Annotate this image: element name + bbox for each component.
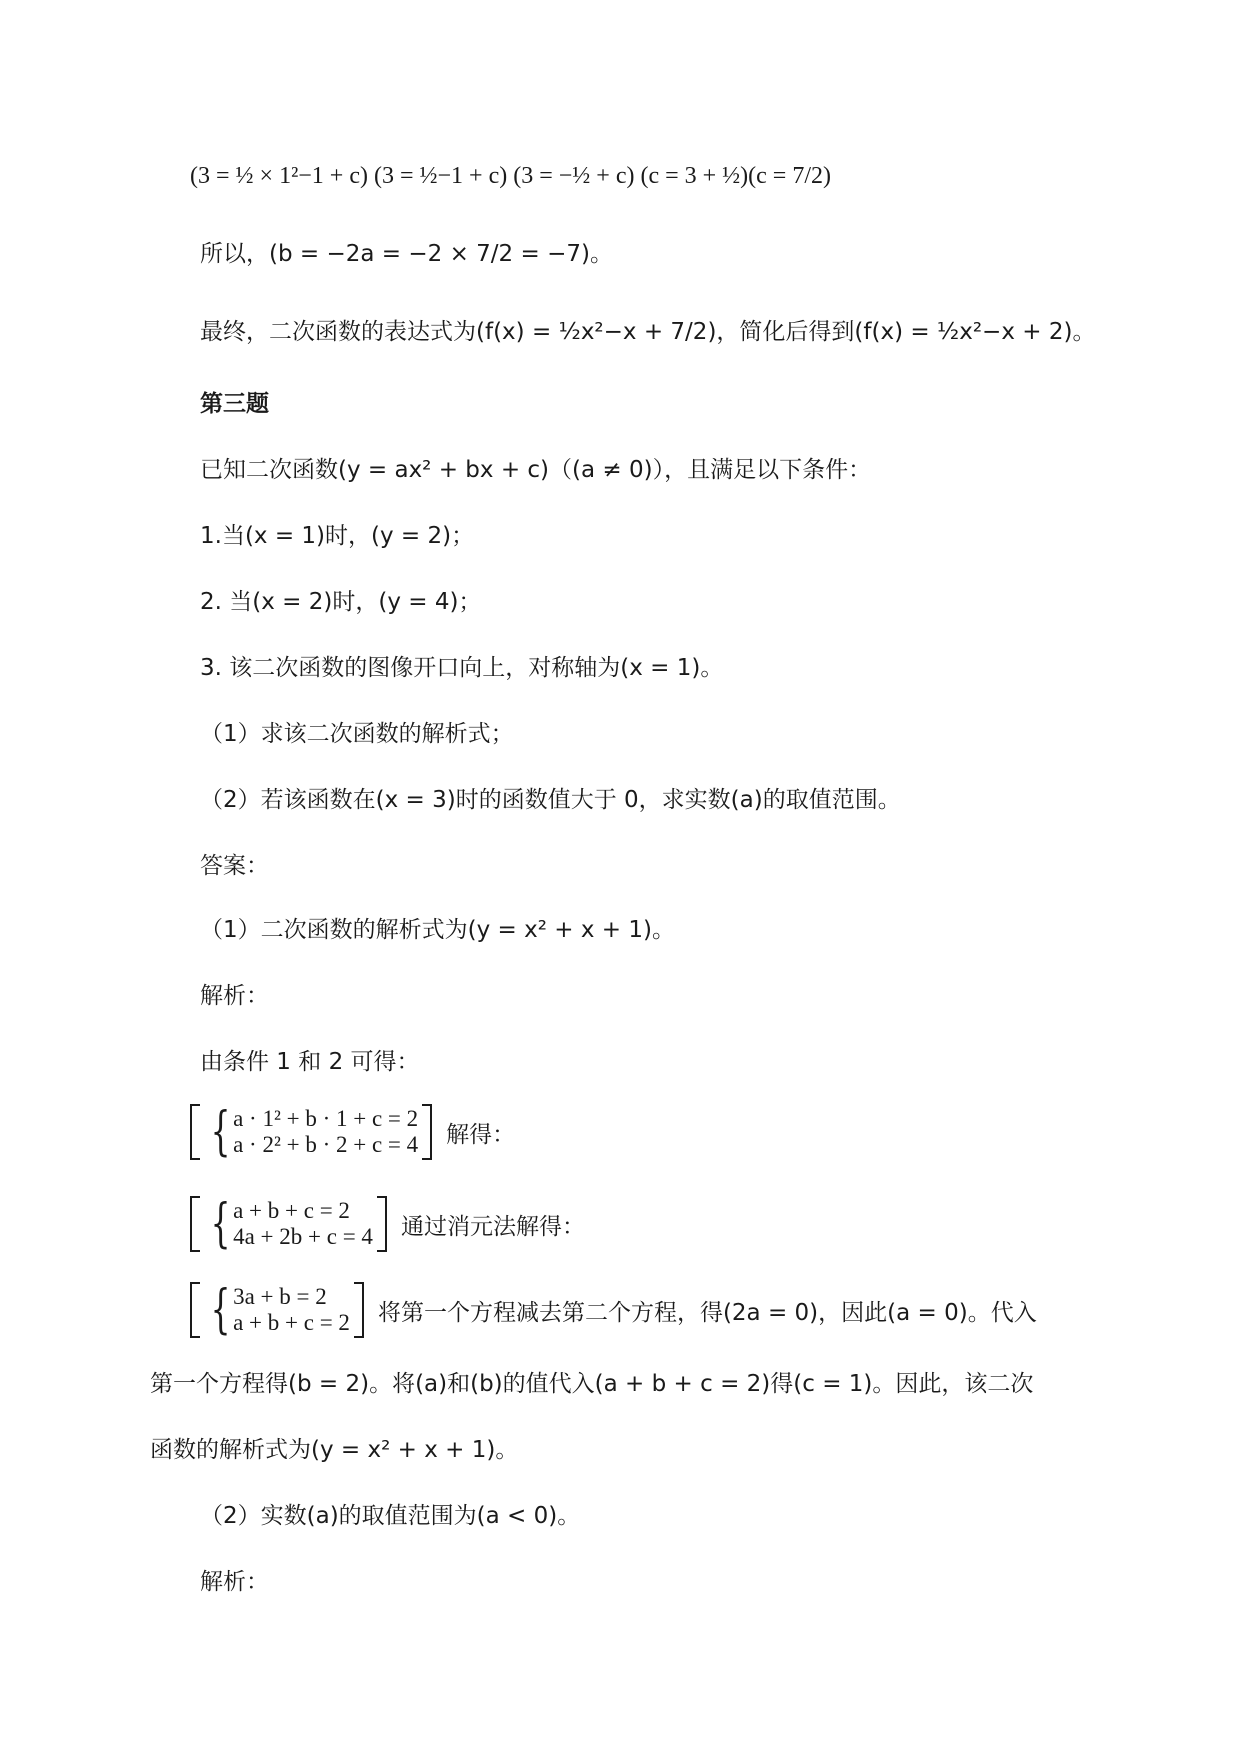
system-equations [233, 1284, 350, 1336]
system-equation-2: a · 2² + b · 2 + c = 4 [233, 1132, 419, 1157]
equation-system-2 [190, 1196, 585, 1252]
condition-3: 3. 该二次函数的图像开口向上，对称轴为(x = 1)。 [200, 655, 724, 681]
equation-system-1 [190, 1104, 515, 1160]
b-value-line: 所以，(b = −2a = −2 × 7/2 = −7)。 [200, 241, 613, 267]
system-caption: 将第一个方程减去第二个方程，得(2a = 0)，因此(a = 0)。代入 [377, 1299, 1037, 1326]
left-bracket [190, 1104, 200, 1160]
condition-1: 1.当(x = 1)时，(y = 2)； [200, 523, 475, 549]
answer-1: （1）二次函数的解析式为(y = x² + x + 1)。 [200, 917, 675, 943]
system-equations [233, 1198, 373, 1250]
from-conditions-line: 由条件 1 和 2 可得： [200, 1049, 420, 1075]
left-brace: { [210, 1280, 231, 1340]
system-equation-1: 3a + b = 2 [233, 1284, 327, 1309]
final-expression-line: 最终，二次函数的表达式为(f(x) = ½x²−x + 7/2)，简化后得到(f(x) = ½x²−x + 2)。 [200, 319, 1096, 345]
question-2: （2）若该函数在(x = 3)时的函数值大于 0，求实数(a)的取值范围。 [200, 787, 901, 813]
system-3-continuation-2: 函数的解析式为(y = x² + x + 1)。 [150, 1437, 519, 1463]
question-1: （1）求该二次函数的解析式； [200, 721, 514, 747]
analysis-label-1: 解析： [200, 983, 269, 1009]
system-equation-1: a + b + c = 2 [233, 1198, 350, 1223]
section-title: 第三题 [200, 391, 269, 417]
left-brace: { [210, 1102, 231, 1162]
system-caption: 通过消元法解得： [400, 1213, 585, 1240]
condition-2: 2. 当(x = 2)时，(y = 4)； [200, 589, 482, 615]
left-brace: { [210, 1194, 231, 1254]
system-equations [233, 1106, 418, 1158]
problem-intro: 已知二次函数(y = ax² + bx + c)（(a ≠ 0)），且满足以下条件： [200, 457, 872, 483]
right-bracket [422, 1104, 432, 1160]
system-3-continuation-1: 第一个方程得(b = 2)。将(a)和(b)的值代入(a + b + c = 2)得(c = 1)。因此，该二次 [150, 1371, 1034, 1397]
answer-label: 答案： [200, 853, 269, 879]
equation-chain: (3 = ½ × 1²−1 + c) (3 = ½−1 + c) (3 = −½ + c) (c = 3 + ½)(c = 7/2) [190, 163, 832, 189]
left-bracket [190, 1196, 200, 1252]
system-caption: 解得： [446, 1121, 516, 1148]
right-bracket [354, 1282, 364, 1338]
answer-2: （2）实数(a)的取值范围为(a < 0)。 [200, 1503, 581, 1529]
equation-system-3 [190, 1282, 1037, 1338]
analysis-label-2: 解析： [200, 1569, 269, 1595]
left-bracket [190, 1282, 200, 1338]
right-bracket [377, 1196, 387, 1252]
system-equation-2: 4a + 2b + c = 4 [233, 1224, 373, 1249]
system-equation-2: a + b + c = 2 [233, 1310, 350, 1335]
system-equation-1: a · 1² + b · 1 + c = 2 [233, 1106, 419, 1131]
